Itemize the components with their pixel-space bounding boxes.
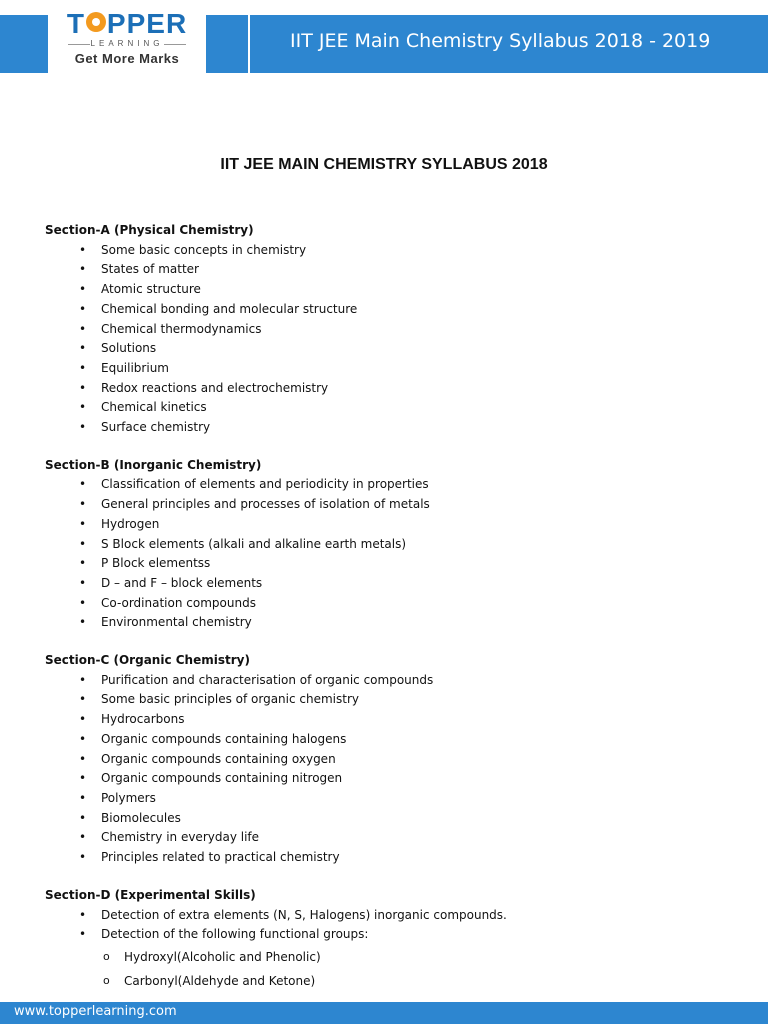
bullet-icon: •	[79, 790, 87, 805]
list-item: • Redox reactions and electrochemistry	[45, 379, 745, 399]
logo-tagline: Get More Marks	[74, 51, 180, 66]
document-title: IIT JEE MAIN CHEMISTRY SYLLABUS 2018	[220, 156, 548, 173]
list-item: • Organic compounds containing nitrogen	[45, 769, 745, 789]
list-item: • Principles related to practical chemistry	[45, 848, 745, 868]
sub-list-item: o Carbonyl(Aldehyde and Ketone)	[45, 969, 745, 993]
list-item: • Chemical kinetics	[45, 398, 745, 418]
bullet-icon: •	[79, 810, 87, 825]
bullet-icon: •	[79, 830, 87, 845]
bullet-icon: •	[79, 400, 87, 415]
list-item: • Chemical thermodynamics	[45, 320, 745, 340]
section-d	[45, 886, 745, 993]
list-item: • Organic compounds containing oxygen	[45, 750, 745, 770]
section-c	[45, 651, 745, 868]
footer-website-link[interactable]: www.topperlearning.com	[14, 1004, 177, 1019]
bullet-icon: •	[79, 341, 87, 356]
sub-bullet-icon: o	[103, 949, 110, 963]
list-item: • Detection of the following functional groups:	[45, 925, 745, 945]
sub-topic-list	[45, 945, 745, 993]
topper-logo[interactable]	[48, 0, 206, 73]
logo-wordmark: T PPER	[66, 8, 188, 39]
bullet-icon: •	[79, 516, 87, 531]
topic-list	[45, 906, 745, 945]
bullet-icon: •	[79, 536, 87, 551]
topic-list	[45, 241, 745, 438]
bullet-icon: •	[79, 615, 87, 630]
list-item: • Surface chemistry	[45, 418, 745, 438]
list-item: • Chemical bonding and molecular structure	[45, 300, 745, 320]
bullet-icon: •	[79, 242, 87, 257]
header-divider	[248, 15, 250, 73]
bullet-icon: •	[79, 360, 87, 375]
topic-list	[45, 475, 745, 633]
bullet-icon: •	[79, 321, 87, 336]
bullet-icon: •	[79, 692, 87, 707]
list-item: • Polymers	[45, 789, 745, 809]
list-item: • Environmental chemistry	[45, 613, 745, 633]
syllabus-content	[45, 221, 745, 1011]
bullet-icon: •	[79, 380, 87, 395]
bullet-icon: •	[79, 262, 87, 277]
list-item: • Equilibrium	[45, 359, 745, 379]
bullet-icon: •	[79, 282, 87, 297]
list-item: • Classification of elements and periodicity in properties	[45, 475, 745, 495]
bullet-icon: •	[79, 907, 87, 922]
list-item: • Some basic concepts in chemistry	[45, 241, 745, 261]
bullet-icon: •	[79, 575, 87, 590]
bullet-icon: •	[79, 672, 87, 687]
bullet-icon: •	[79, 850, 87, 865]
bullet-icon: •	[79, 497, 87, 512]
header-title: IIT JEE Main Chemistry Syllabus 2018 - 2019	[290, 30, 711, 52]
list-item: • Hydrogen	[45, 515, 745, 535]
sub-list-item: o Hydroxyl(Alcoholic and Phenolic)	[45, 945, 745, 969]
list-item: • Co-ordination compounds	[45, 594, 745, 614]
list-item: • Solutions	[45, 339, 745, 359]
bullet-icon: •	[79, 927, 87, 942]
bullet-icon: •	[79, 712, 87, 727]
list-item: • Purification and characterisation of organic compounds	[45, 671, 745, 691]
section-heading: Section-D (Experimental Skills)	[45, 887, 256, 902]
bullet-icon: •	[79, 731, 87, 746]
footer-band	[0, 1002, 768, 1024]
bullet-icon: •	[79, 771, 87, 786]
list-item: • Organic compounds containing halogens	[45, 730, 745, 750]
list-item: • Detection of extra elements (N, S, Halogens) inorganic compounds.	[45, 906, 745, 926]
list-item: • States of matter	[45, 260, 745, 280]
logo-subtitle: LEARNING	[48, 39, 206, 48]
bullet-icon: •	[79, 301, 87, 316]
list-item: • General principles and processes of isolation of metals	[45, 495, 745, 515]
list-item: • Biomolecules	[45, 809, 745, 829]
bullet-icon: •	[79, 477, 87, 492]
bullet-icon: •	[79, 420, 87, 435]
topic-list	[45, 671, 745, 868]
section-b	[45, 456, 745, 633]
bullet-icon: •	[79, 595, 87, 610]
list-item: • Atomic structure	[45, 280, 745, 300]
bullet-icon: •	[79, 556, 87, 571]
section-heading: Section-B (Inorganic Chemistry)	[45, 457, 262, 472]
logo-o-icon	[86, 12, 106, 32]
section-heading: Section-C (Organic Chemistry)	[45, 653, 250, 668]
list-item: • D – and F – block elements	[45, 574, 745, 594]
bullet-icon: •	[79, 751, 87, 766]
list-item: • Chemistry in everyday life	[45, 828, 745, 848]
sub-bullet-icon: o	[103, 973, 110, 987]
list-item: • S Block elements (alkali and alkaline earth metals)	[45, 535, 745, 555]
list-item: • P Block elementss	[45, 554, 745, 574]
section-a	[45, 221, 745, 438]
list-item: • Some basic principles of organic chemistry	[45, 690, 745, 710]
list-item: • Hydrocarbons	[45, 710, 745, 730]
section-heading: Section-A (Physical Chemistry)	[45, 223, 254, 237]
